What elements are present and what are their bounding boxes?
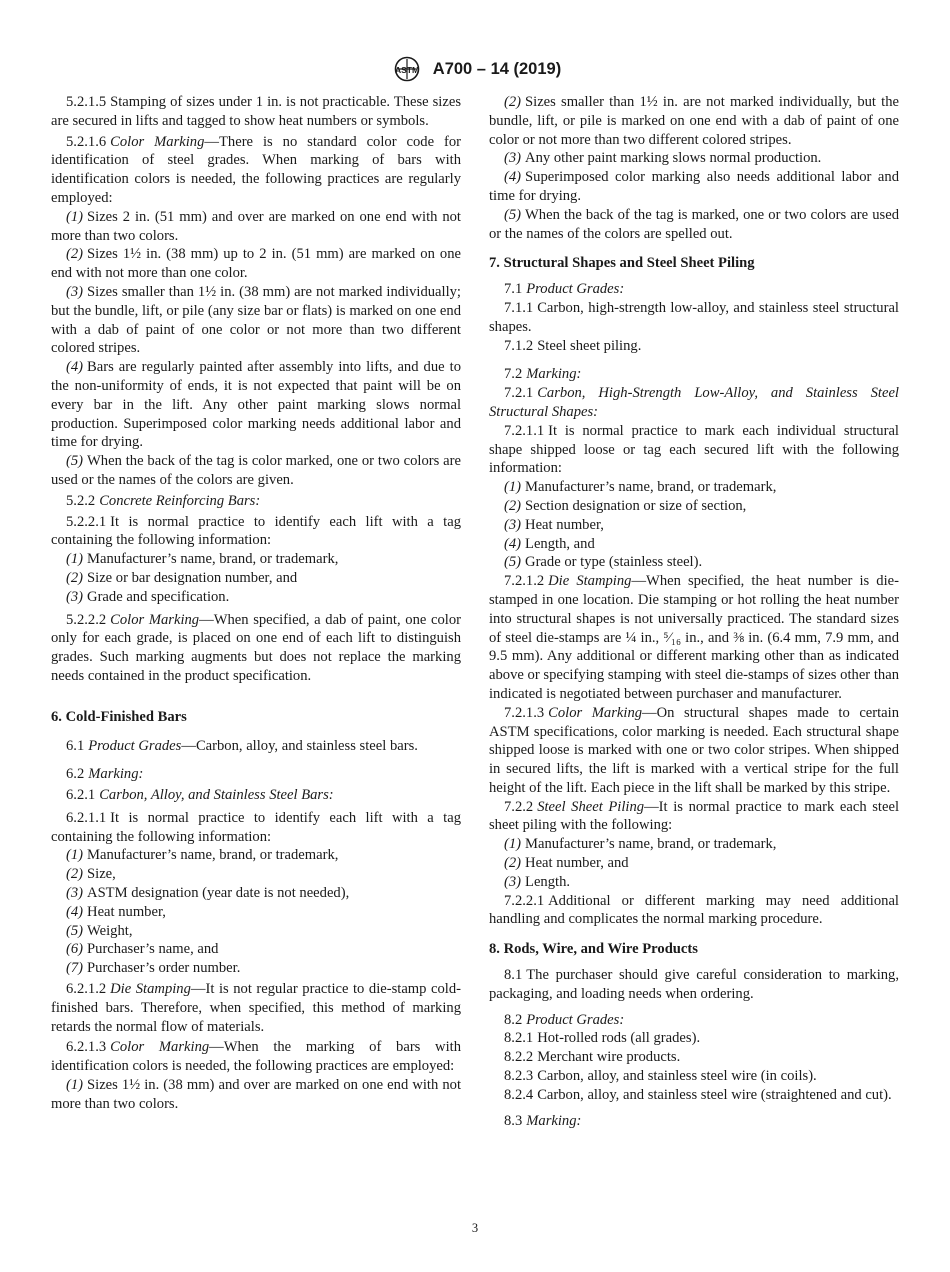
paragraph-7-2: 7.2 Marking: (504, 366, 582, 383)
section-heading-7: 7. Structural Shapes and Steel Sheet Piling (489, 255, 755, 272)
list-item: (3) Any other paint marking slows normal production. (504, 150, 822, 167)
list-item: (3) Heat number, (504, 516, 604, 533)
list-item: (4) Superimposed color marking also needs additional labor and time for drying. (489, 169, 899, 204)
paragraph-8-2-1: 8.2.1 Hot-rolled rods (all grades). (504, 1030, 701, 1047)
list-item: (3) ASTM designation (year date is not needed), (66, 885, 350, 902)
paragraph-8-2: 8.2 Product Grades: (504, 1011, 625, 1028)
paragraph-5-2-1-5: 5.2.1.5 Stamping of sizes under 1 in. is not practicable. These sizes are secured in lifts and tagged to show heat numbers or symbols. (51, 94, 461, 129)
paragraph-7-2-2-1: 7.2.2.1 Additional or different marking may need additional handling and complicates the normal marking procedure. (489, 892, 899, 928)
list-item: (2) Section designation or size of section, (504, 497, 747, 514)
list-item: (3) Sizes smaller than 1½ in. (38 mm) are not marked individually; but the bundle, lift, or pile (any size bar or flats) is marked on one end with a dab of paint of one color or not more than two different colored stripes. (51, 283, 461, 357)
paragraph-8-2-2: 8.2.2 Merchant wire products. (504, 1049, 681, 1066)
paragraph-5-2-2: 5.2.2 Concrete Reinforcing Bars: (66, 492, 261, 509)
paragraph-5-2-2-2: 5.2.2.2 Color Marking—When specified, a dab of paint, one color only for each grade, is placed on one end of each lift to distinguish grades. Such marking augments but does not replace the marking needs contained in the product specification. (51, 611, 461, 684)
astm-logo-icon (389, 56, 425, 82)
paragraph-6-2-1-1: 6.2.1.1 It is normal practice to identify each lift with a tag containing the following information: (51, 809, 461, 845)
section-heading-8: 8. Rods, Wire, and Wire Products (489, 941, 698, 958)
list-item: (3) Grade and specification. (66, 588, 230, 605)
page-number: 3 (471, 1221, 479, 1235)
list-item: (2) Sizes smaller than 1½ in. are not marked individually, but the bundle, lift, or pile is marked on one end with a dab of paint of one color or not more than two different colored stripes. (489, 94, 899, 148)
paragraph-8-3: 8.3 Marking: (504, 1112, 582, 1129)
list-item: (1) Manufacturer’s name, brand, or trademark, (66, 847, 339, 864)
paragraph-7-2-1-2: 7.2.1.2 Die Stamping—When specified, the heat number is die-stamped in one location. Die stamping or hot rolling the heat number into structural shapes is not universally practiced. The standard sizes of steel die-stamps are ¼ in., ⁵⁄₁₆ in., and ⅜ in. (6.4 mm, 7.9 mm, and 9.5 mm). Any additional or different marking other than as indicated above or specifying stamping with steel die-stamps of sizes other than indicated is negotiated between purchaser and manufacturer. (489, 573, 899, 702)
list-item: (6) Purchaser’s name, and (66, 941, 219, 958)
list-item: (2) Sizes 1½ in. (38 mm) up to 2 in. (51 mm) are marked on one end with not more than one color. (51, 246, 461, 282)
document-designation: A700 – 14 (2019) (432, 59, 562, 78)
list-item: (2) Heat number, and (504, 855, 629, 872)
section-heading-6: 6. Cold-Finished Bars (51, 708, 187, 725)
paragraph-5-2-2-1: 5.2.2.1 It is normal practice to identify each lift with a tag containing the following information: (51, 513, 461, 549)
list-item: (2) Size or bar designation number, and (66, 569, 298, 586)
right-column (489, 93, 899, 1130)
list-item: (5) Weight, (66, 922, 133, 939)
paragraph-6-2-1-2: 6.2.1.2 Die Stamping—It is not regular practice to die-stamp cold-finished bars. Therefore, when specified, this method of marking retards the normal flow of materials. (51, 981, 461, 1035)
list-item: (4) Heat number, (66, 903, 166, 920)
paragraph-7-2-1-1: 7.2.1.1 It is normal practice to mark each individual structural shape shipped loose or tag each secured lift with the following information: (489, 422, 899, 477)
paragraph-7-2-2: 7.2.2 Steel Sheet Piling—It is normal practice to mark each steel sheet piling with the following: (489, 798, 899, 834)
list-item: (1) Manufacturer’s name, brand, or trademark, (504, 479, 777, 496)
paragraph-8-2-3: 8.2.3 Carbon, alloy, and stainless steel wire (in coils). (504, 1068, 817, 1085)
svg-text:ASTM: ASTM (394, 65, 419, 75)
list-item: (5) Grade or type (stainless steel). (504, 554, 703, 571)
list-item: (2) Size, (66, 866, 116, 883)
list-item: (4) Bars are regularly painted after assembly into lifts, and due to the non-uniformity of ends, it is not expected that paint will be on every bar in the lift. Any other paint marking slows normal production. Superimposed color marking needs additional labor and time for drying. (51, 359, 461, 451)
left-column (51, 93, 461, 1114)
paragraph-7-1-2: 7.1.2 Steel sheet piling. (504, 337, 642, 354)
paragraph-6-2: 6.2 Marking: (66, 766, 144, 783)
list-item: (1) Sizes 2 in. (51 mm) and over are marked on one end with not more than two colors. (51, 208, 461, 244)
list-item: (1) Manufacturer’s name, brand, or trademark, (504, 836, 777, 853)
list-item: (5) When the back of the tag is marked, one or two colors are used or the names of the colors are spelled out. (489, 206, 899, 242)
paragraph-5-2-1-6: 5.2.1.6 Color Marking—There is no standard color code for identification of steel grades. When marking of bars with identification colors is needed, the following practices are regularly employed: (51, 133, 462, 206)
paragraph-7-2-1-3: 7.2.1.3 Color Marking—On structural shapes made to certain ASTM specifications, color marking is needed. Each structural shape shipped loose is marked with one or two color stripes. When shipped in secured lifts, the lift is marked with a vertical stripe for the full height of the lift. Each piece in the lift shall be marked by this stripe. (489, 704, 900, 796)
paragraph-8-2-4: 8.2.4 Carbon, alloy, and stainless steel wire (straightened and cut). (504, 1086, 892, 1103)
list-item: (1) Manufacturer’s name, brand, or trademark, (66, 551, 339, 568)
list-item: (7) Purchaser’s order number. (66, 960, 241, 977)
paragraph-7-1-1: 7.1.1 Carbon, high-strength low-alloy, and stainless steel structural shapes. (489, 299, 899, 335)
page-header (0, 56, 950, 82)
list-item: (5) When the back of the tag is color marked, one or two colors are used or the names of the colors are given. (51, 453, 461, 488)
paragraph-6-2-1: 6.2.1 Carbon, Alloy, and Stainless Steel Bars: (66, 787, 334, 804)
list-item: (1) Sizes 1½ in. (38 mm) and over are marked on one end with not more than two colors. (51, 1077, 461, 1112)
paragraph-7-2-1: 7.2.1 Carbon, High-Strength Low-Alloy, and Stainless Steel Structural Shapes: (489, 385, 899, 420)
list-item: (4) Length, and (504, 535, 595, 552)
paragraph-8-1: 8.1 The purchaser should give careful consideration to marking, packaging, and loading needs when ordering. (489, 967, 899, 1002)
list-item: (3) Length. (504, 873, 571, 890)
paragraph-7-1: 7.1 Product Grades: (504, 281, 625, 298)
paragraph-6-1: 6.1 Product Grades—Carbon, alloy, and stainless steel bars. (66, 737, 418, 754)
paragraph-6-2-1-3: 6.2.1.3 Color Marking—When the marking of bars with identification colors is needed, the following practices are employed: (51, 1039, 462, 1075)
